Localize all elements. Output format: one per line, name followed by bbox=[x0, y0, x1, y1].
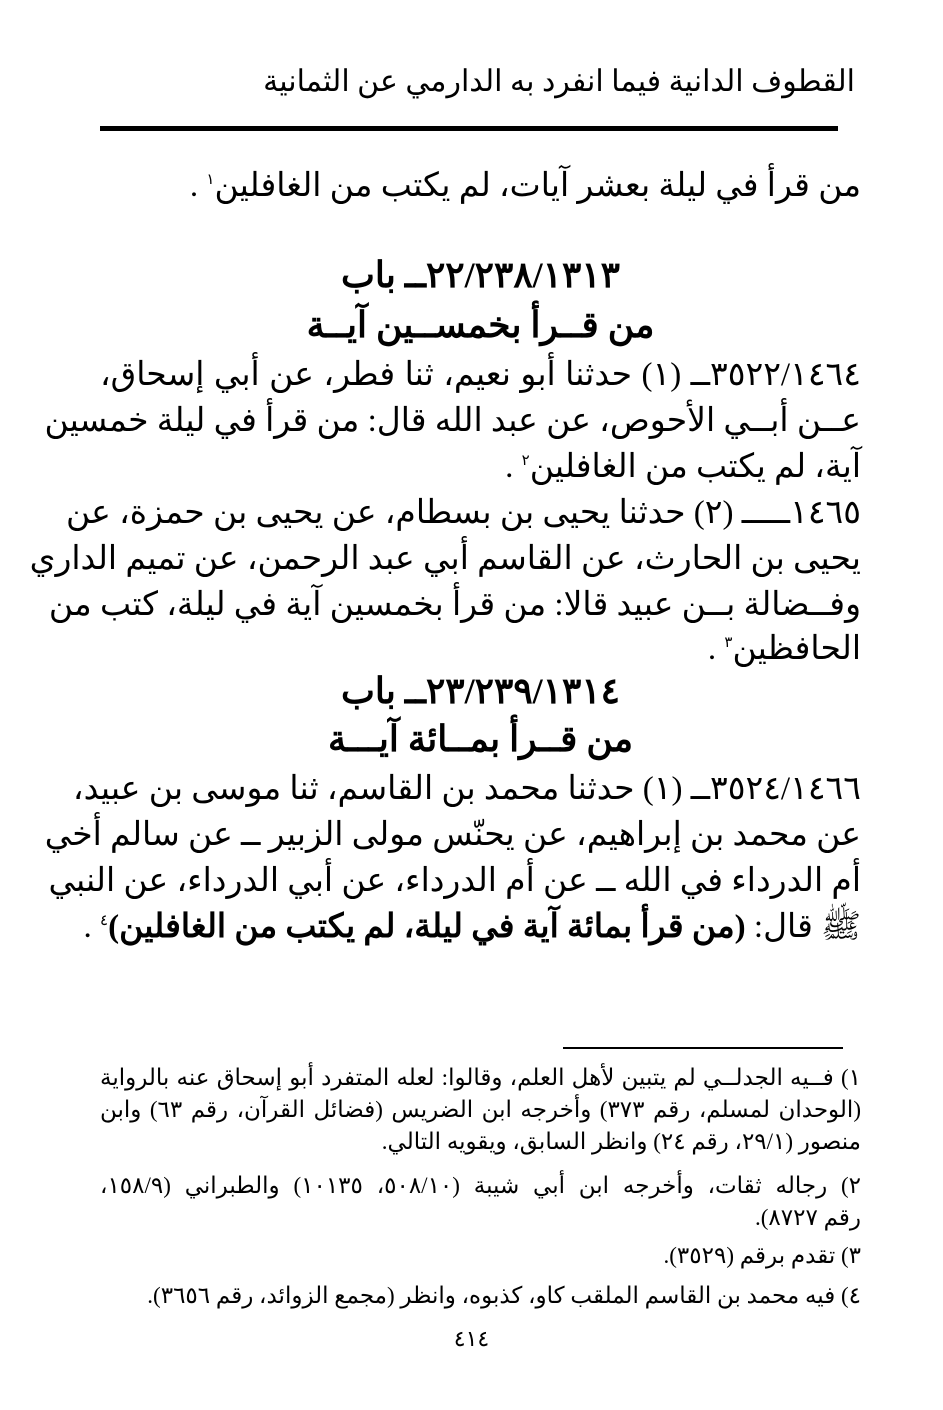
footnote-4: ٤) فيه محمد بن القاسم الملقب كاو، كذبوه، وانظر (مجمع الزوائد، رقم ٣٦٥٦). bbox=[147, 1283, 861, 1308]
hadith-1464-line2: عــن أبــي الأحوص، عن عبد الله قال: من قرأ في ليلة خمسين bbox=[44, 403, 861, 439]
footnote-3: ٣) تقدم برقم (٣٥٢٩). bbox=[663, 1243, 861, 1268]
footnote-2-line2: رقم ٨٧٢٧). bbox=[754, 1205, 861, 1230]
hadith-1466-line1: ٣٥٢٤/١٤٦٦ــ (١) حدثنا محمد بن القاسم، ثنا موسى بن عبيد، bbox=[72, 771, 861, 807]
section1-title: من قــرأ بخمســين آيــة bbox=[306, 305, 655, 345]
page-number: ٤١٤ bbox=[453, 1326, 490, 1351]
hadith-1466-quote: (من قرأ بمائة آية في ليلة، لم يكتب من الغافلين) bbox=[108, 909, 746, 945]
hadith-1465-line4: الحافظين$^٣$ . bbox=[707, 631, 861, 667]
footnote-ref-2: ٢ bbox=[521, 453, 530, 469]
footnote-1-line1: ١) فــيه الجدلــي لم يتبين لأهل العلم، وقالوا: لعله المتفرد أبو إسحاق عنه بالرواية bbox=[100, 1065, 861, 1090]
running-title: القطوف الدانية فيما انفرد به الدارمي عن الثمانية bbox=[263, 65, 855, 98]
hadith-1465-line1: ١٤٦٥ـــــ (٢) حدثنا يحيى بن بسطام، عن يحيى بن حمزة، عن bbox=[66, 495, 861, 531]
footnote-1-line2: (الوحدان لمسلم، رقم ٣٧٣) وأخرجه ابن الضريس (فضائل القرآن، رقم ٦٣) وابن bbox=[100, 1097, 861, 1122]
intro-text: من قرأ في ليلة بعشر آيات، لم يكتب من الغافلين bbox=[214, 168, 861, 204]
hadith-1465-line3: وفــضالة بــن عبيد قالا: من قرأ بخمسين آية في ليلة، كتب من bbox=[48, 587, 861, 623]
hadith-1464-text3: آية، لم يكتب من الغافلين bbox=[529, 449, 861, 485]
footnote-ref-1: ١ bbox=[206, 172, 215, 188]
footnote-1-line3: منصور (٢٩/١، رقم ٢٤) وانظر السابق، ويقويه التالي. bbox=[381, 1129, 861, 1154]
hadith-1464-line1: ٣٥٢٢/١٤٦٤ــ (١) حدثنا أبو نعيم، ثنا فطر، عن أبي إسحاق، bbox=[100, 357, 861, 393]
hadith-1466-line3: أم الدرداء في الله ــ عن أم الدرداء، عن أبي الدرداء، عن النبي bbox=[48, 863, 861, 899]
hadith-1465-text4: الحافظين bbox=[732, 631, 861, 667]
hadith-1466-line4: ﷺ قال: (من قرأ بمائة آية في ليلة، لم يكتب من الغافلين)$^٤$ . bbox=[83, 909, 861, 945]
hadith-1466-prefix: ﷺ قال: bbox=[745, 909, 861, 945]
hadith-1464-line3: آية، لم يكتب من الغافلين$^٢$ . bbox=[505, 449, 861, 485]
hadith-1466-line2: عن محمد بن إبراهيم، عن يحنّس مولى الزبير ــ عن سالم أخي bbox=[44, 817, 861, 853]
section2-number: ٢٣/٢٣٩/١٣١٤ــ باب bbox=[340, 671, 620, 711]
footnote-ref-4: ٤ bbox=[100, 913, 109, 929]
footnote-ref-3: ٣ bbox=[724, 635, 733, 651]
footnote-rule bbox=[563, 1047, 843, 1049]
header-rule bbox=[100, 126, 838, 131]
footnote-2-line1: ٢) رجاله ثقات، وأخرجه ابن أبي شيبة (٥٠٨/١٠، ١٠١٣٥) والطبراني (١٥٨/٩، bbox=[100, 1173, 861, 1198]
hadith-1465-line2: يحيى بن الحارث، عن القاسم أبي عبد الرحمن، عن تميم الداري bbox=[29, 541, 861, 577]
intro-line: من قرأ في ليلة بعشر آيات، لم يكتب من الغافلين$^١$ . bbox=[189, 168, 861, 204]
section1-number: ٢٢/٢٣٨/١٣١٣ــ باب bbox=[340, 255, 620, 295]
section2-title: من قــرأ بمــائة آيـــة bbox=[327, 719, 634, 759]
